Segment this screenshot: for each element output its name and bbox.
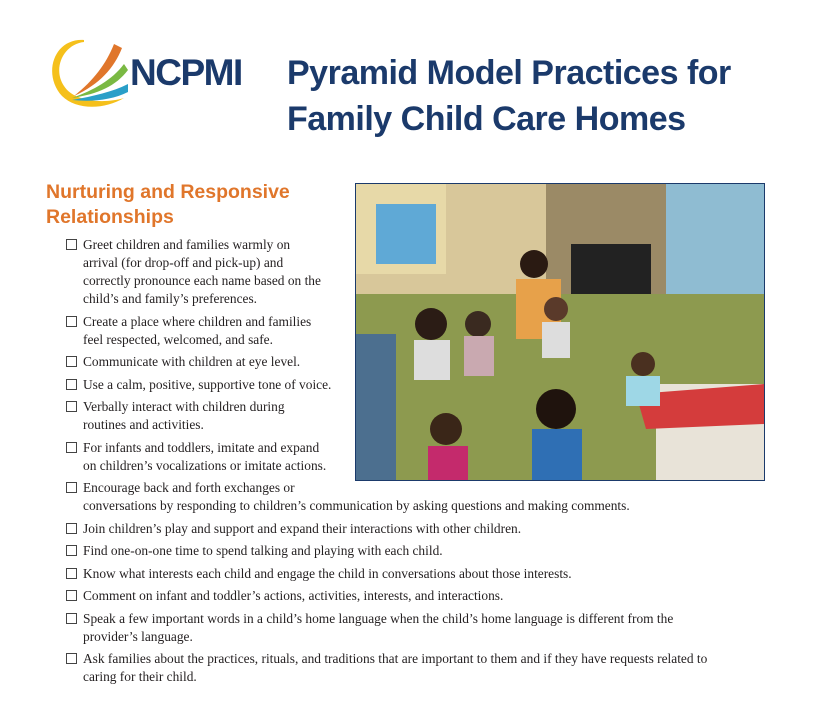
section-heading	[46, 180, 290, 230]
checklist-item	[66, 520, 707, 538]
checkbox[interactable]	[66, 401, 77, 412]
checkbox[interactable]	[66, 442, 77, 453]
checkbox[interactable]	[66, 356, 77, 367]
item-text-line: Comment on infant and toddler’s actions, activities, interests, and interactions.	[83, 588, 504, 603]
checklist-item	[66, 439, 707, 475]
checklist-item	[66, 479, 707, 515]
item-text-line: Join children’s play and support and expand their interactions with other children.	[83, 520, 522, 536]
checklist-item	[66, 236, 707, 308]
title-line: Family Child Care Homes	[287, 100, 686, 138]
checklist-item	[66, 650, 707, 686]
item-text-line: Use a calm, positive, supportive tone of voice.	[83, 376, 332, 392]
item-text-line: child’s and family’s preferences.	[83, 291, 258, 306]
checklist-item	[66, 313, 707, 349]
item-text-line: Speak a few important words in a child’s home language when the child’s home language is different from the	[83, 610, 674, 626]
item-text-line: provider’s language.	[83, 628, 193, 644]
checkbox[interactable]	[66, 482, 77, 493]
practice-checklist	[66, 236, 707, 691]
checkbox[interactable]	[66, 590, 77, 601]
item-text-line: Communicate with children at eye level.	[83, 354, 301, 369]
checkbox[interactable]	[66, 568, 77, 579]
item-text-line: caring for their child.	[83, 669, 197, 684]
checkbox[interactable]	[66, 523, 77, 534]
checklist-item	[66, 353, 707, 371]
item-text-line: conversations by responding to children’s communication by asking questions and making comments.	[83, 498, 630, 513]
title-line: Pyramid Model Practices for	[287, 54, 731, 92]
item-text-line: correctly pronounce each name based on the	[83, 273, 321, 288]
item-text-line: feel respected, welcomed, and safe.	[83, 331, 273, 347]
item-text-line: arrival (for drop-off and pick-up) and	[83, 255, 284, 270]
heading-line: Relationships	[46, 206, 174, 228]
item-text-line: Know what interests each child and engage the child in conversations about those interests.	[83, 565, 572, 581]
item-text-line: on children’s vocalizations or imitate actions.	[83, 457, 327, 473]
item-text-line: Create a place where children and families	[83, 313, 312, 329]
ncpmi-logo	[44, 34, 134, 114]
item-text-line: For infants and toddlers, imitate and expand	[83, 439, 320, 455]
checklist-item	[66, 565, 707, 583]
item-text-line: Find one-on-one time to spend talking and playing with each child.	[83, 543, 443, 558]
page-title	[287, 50, 731, 142]
checklist-item	[66, 587, 707, 605]
checkbox[interactable]	[66, 316, 77, 327]
item-text-line: Ask families about the practices, rituals, and traditions that are important to them and if they have requests related to	[83, 651, 708, 666]
checklist-item	[66, 610, 707, 646]
checkbox[interactable]	[66, 613, 77, 624]
logo-text: NCPMI	[130, 52, 242, 93]
heading-line: Nurturing and Responsive	[46, 181, 290, 203]
checklist-item	[66, 542, 707, 560]
checkbox[interactable]	[66, 379, 77, 390]
checklist-item	[66, 376, 707, 394]
checkbox[interactable]	[66, 239, 77, 250]
item-text-line: Verbally interact with children during	[83, 399, 285, 414]
checklist-item	[66, 398, 707, 434]
checkbox[interactable]	[66, 653, 77, 664]
item-text-line: routines and activities.	[83, 417, 204, 432]
item-text-line: Greet children and families warmly on	[83, 237, 291, 252]
item-text-line: Encourage back and forth exchanges or	[83, 480, 295, 495]
checkbox[interactable]	[66, 545, 77, 556]
